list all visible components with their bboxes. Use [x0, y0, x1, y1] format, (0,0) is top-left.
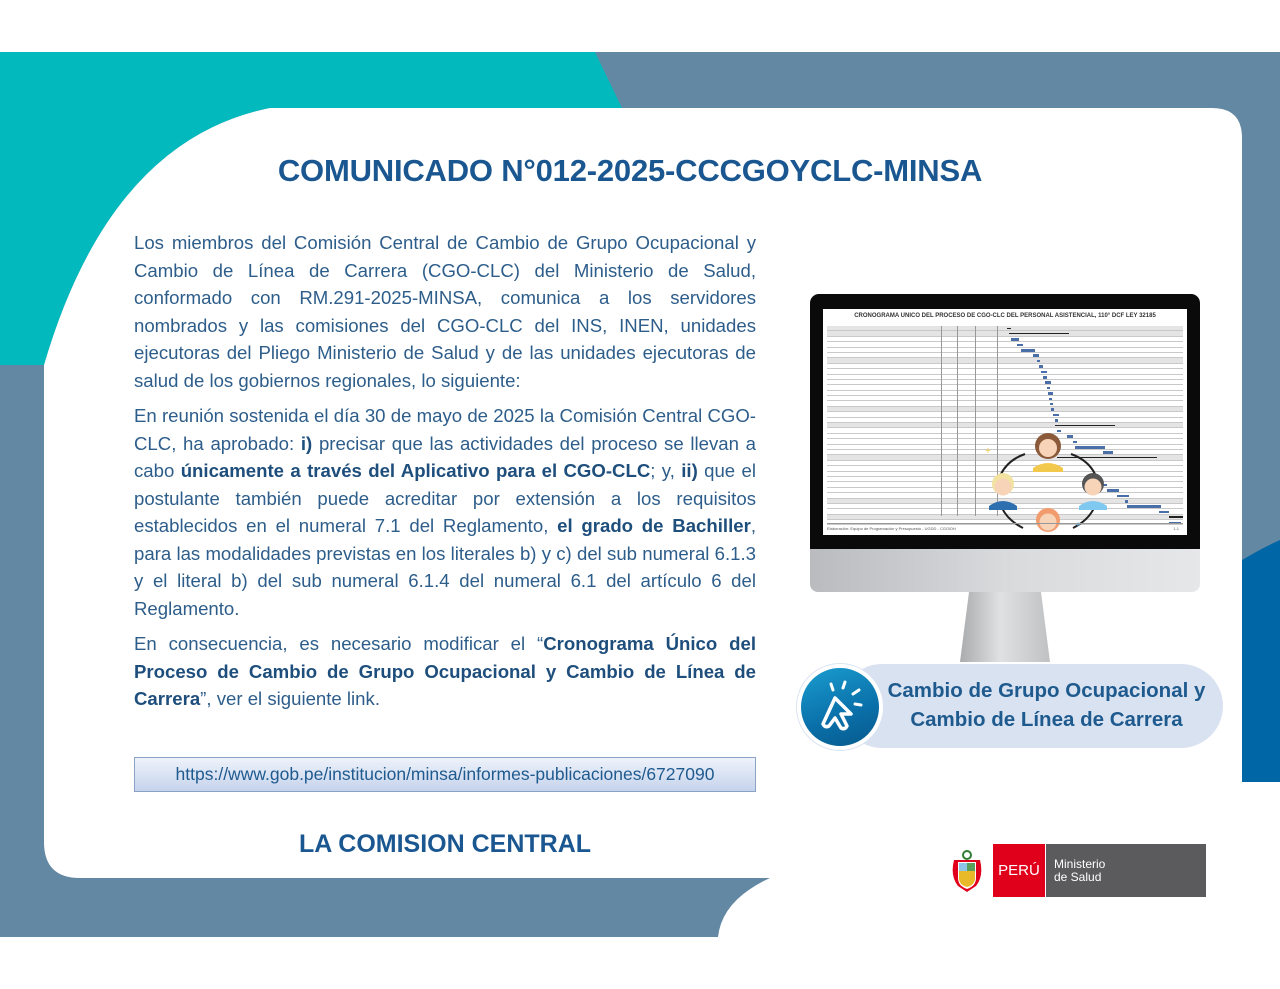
people-network-icon	[983, 424, 1113, 535]
svg-text:+: +	[1075, 520, 1081, 531]
schedule-link[interactable]: https://www.gob.pe/institucion/minsa/informes-publicaciones/6727090	[134, 757, 756, 792]
ministry-label: Ministerio de Salud	[1046, 844, 1206, 897]
communique-body	[134, 229, 756, 721]
page-title: COMUNICADO N°012-2025-CCCGOYCLC-MINSA	[277, 153, 983, 188]
click-pointer-icon	[801, 668, 879, 746]
banner-line-2: Cambio de Línea de Carrera	[910, 708, 1183, 731]
monitor-stand	[960, 592, 1050, 662]
paragraph-intro: Los miembros del Comisión Central de Cambio de Grupo Ocupacional y Cambio de Línea de Carrera (CGO-CLC) del Ministerio de Salud, conformado con RM.291-2025-MINSA, comunica a los servidores nombrados y las comisiones del CGO-CLC del INS, INEN, unidades ejecutoras del Pliego Ministerio de Salud y de las unidades ejecutoras de salud de los gobiernos regionales, lo siguiente:	[134, 232, 756, 391]
spreadsheet-title: CRONOGRAMA UNICO DEL PROCESO DE CGO-CLC DEL PERSONAL ASISTENCIAL, 110° DCF LEY 32185	[854, 313, 1156, 319]
banner-line-1: Cambio de Grupo Ocupacional y	[887, 679, 1206, 702]
signature: LA COMISION CENTRAL	[298, 830, 592, 858]
paragraph-consequence: En consecuencia, es necesario modificar el “Cronograma Único del Proceso de Cambio de Grupo Ocupacional y Cambio de Línea de Carrera”, ver el siguiente link.	[134, 633, 756, 709]
monitor-chin	[810, 549, 1200, 592]
monitor-bezel	[810, 294, 1200, 549]
peru-label: PERÚ	[993, 844, 1045, 897]
banner-text	[870, 676, 1223, 734]
spreadsheet-footer: Elaboración: Equipo de Programación y Presupuesto - UGDD - CGO/DH 1-1	[827, 523, 1183, 531]
peru-coat-of-arms-icon	[948, 846, 986, 894]
paragraph-agreement: En reunión sostenida el día 30 de mayo de 2025 la Comisión Central CGO-CLC, ha aprobado: i) precisar que las actividades del proceso se llevan a cabo únicamente a través del Aplicativo para el CGO-CLC; y, ii) que el postulante también puede acreditar por extensión a los requisitos establecidos en el numeral 7.1 del Reglamento, el grado de Bachiller, para las modalidades previstas en los literales b) y c) del sub numeral 6.1.3 y el literal b) del sub numeral 6.1.4 del numeral 6.1 del artículo 6 del Reglamento.	[134, 405, 756, 619]
schedule-spreadsheet	[823, 309, 1187, 535]
svg-text:+: +	[985, 446, 991, 457]
